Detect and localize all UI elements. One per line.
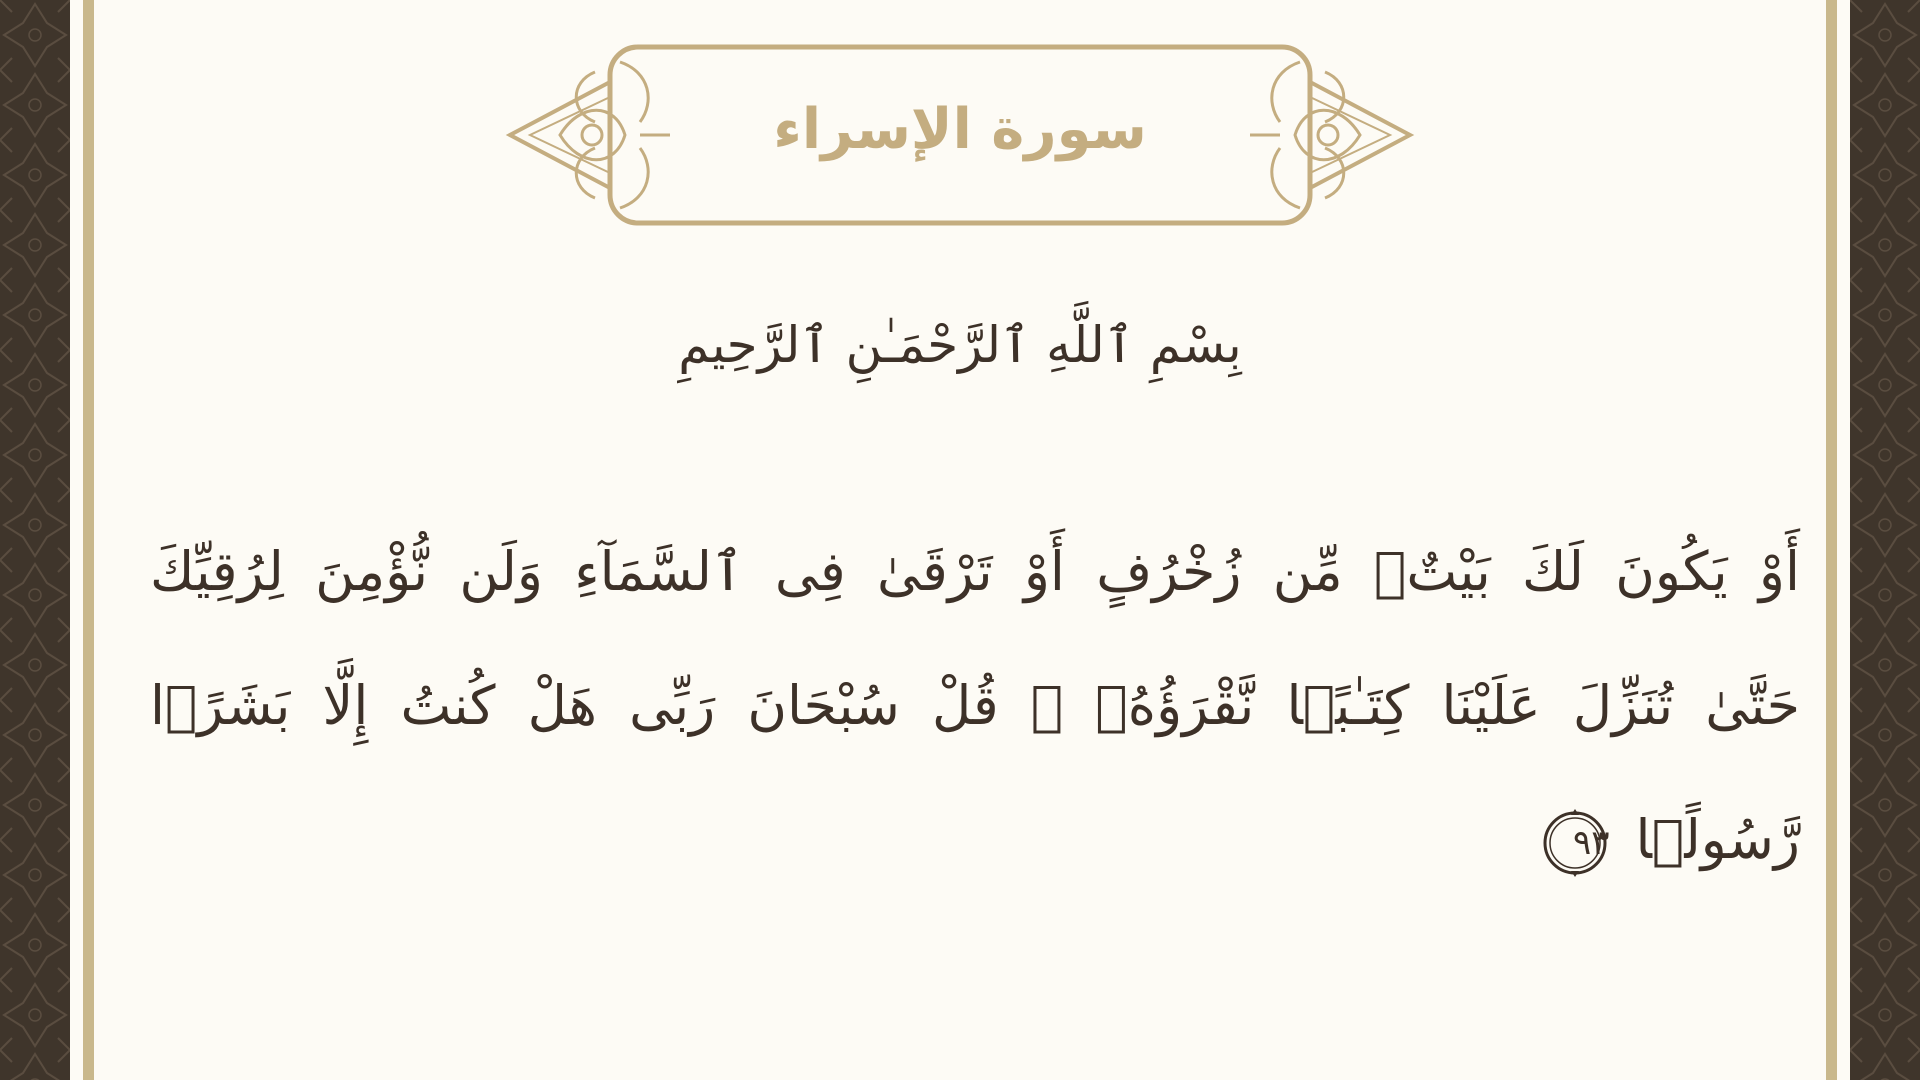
ayah-end-marker-icon bbox=[1541, 809, 1609, 877]
verse-line-text: رَّسُولًۭا bbox=[1635, 808, 1800, 871]
left-ornamental-border bbox=[0, 0, 70, 1080]
verse-line: حَتَّىٰ تُنَزِّلَ عَلَيْنَا كِتَـٰبًۭا نَّقْرَؤُهُۥ ۗ قُلْ سُبْحَانَ رَبِّى هَلْ كُنتُ إِلَّا بَشَرًۭا bbox=[150, 674, 1800, 737]
verse-line: أَوْ يَكُونَ لَكَ بَيْتٌۭ مِّن زُخْرُفٍ أَوْ تَرْقَىٰ فِى ٱلسَّمَآءِ وَلَن نُّؤْمِنَ لِرُقِيِّكَ bbox=[150, 540, 1800, 603]
surah-header-frame bbox=[500, 42, 1420, 228]
ayah-number: ٩٣ bbox=[1572, 823, 1610, 864]
right-gold-rule bbox=[1826, 0, 1837, 1080]
basmala: بِسْمِ ٱللَّهِ ٱلرَّحْمَـٰنِ ٱلرَّحِيمِ bbox=[678, 316, 1242, 374]
right-ornamental-border bbox=[1850, 0, 1920, 1080]
left-gold-rule bbox=[83, 0, 94, 1080]
surah-title: سورة الإسراء bbox=[773, 97, 1147, 162]
verse-text bbox=[150, 505, 1800, 907]
verse-line bbox=[150, 773, 1800, 907]
